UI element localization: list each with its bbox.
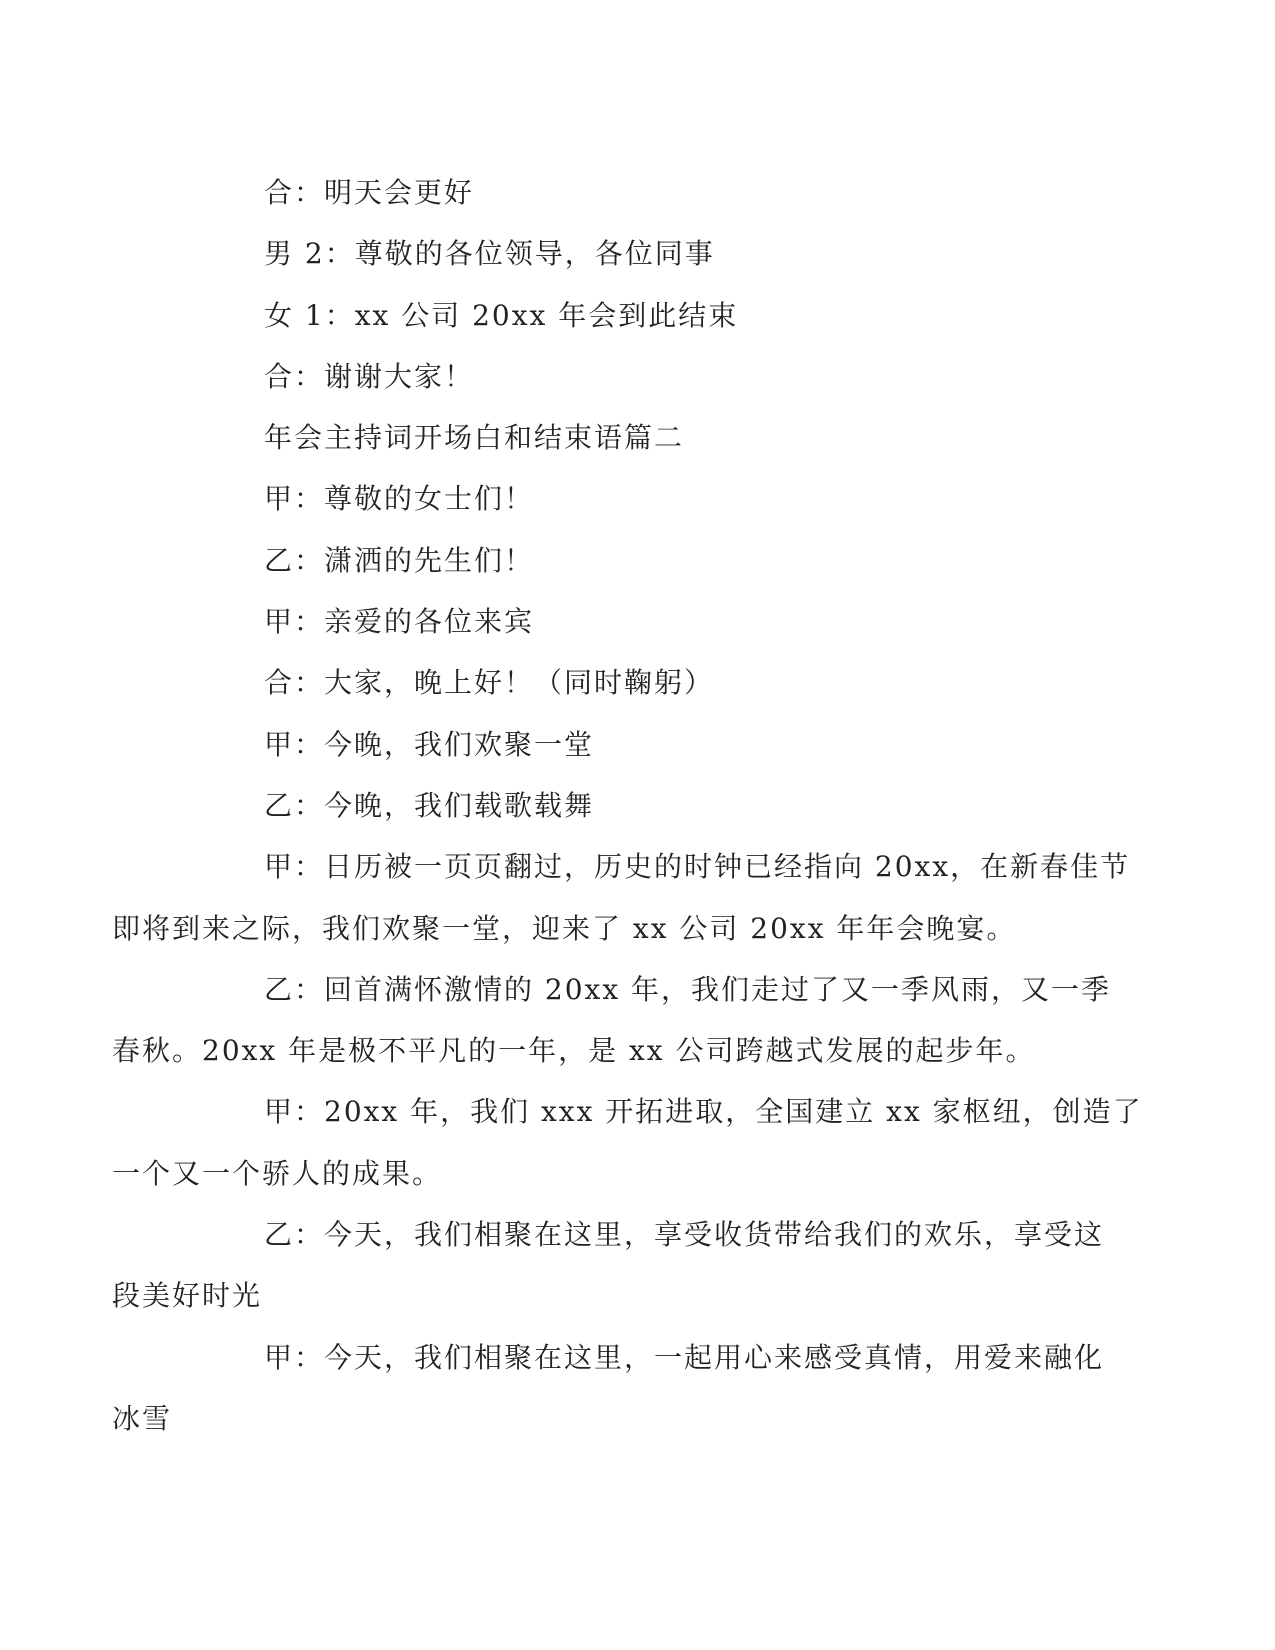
paragraph	[112, 836, 1131, 959]
paragraph	[112, 959, 1112, 1082]
paragraph-line: 一个又一个骄人的成果。	[112, 1156, 443, 1190]
paragraph-line: 甲：20xx 年，我们 xxx 开拓进取，全国建立 xx 家枢纽，创造了	[264, 1095, 1143, 1129]
paragraph	[188, 407, 1078, 468]
paragraph-line: 男 2：尊敬的各位领导，各位同事	[264, 237, 715, 271]
paragraph-line: 甲：日历被一页页翻过，历史的时钟已经指向 20xx，在新春佳节	[264, 850, 1131, 884]
paragraph-line: 乙：今晚，我们载歌载舞	[264, 788, 595, 822]
paragraph	[188, 346, 1078, 407]
paragraph-line: 甲：今晚，我们欢聚一堂	[264, 727, 595, 761]
paragraph-line: 年会主持词开场白和结束语篇二	[264, 421, 685, 455]
paragraph-line: 乙：回首满怀激情的 20xx 年，我们走过了又一季风雨，又一季	[264, 972, 1112, 1006]
paragraph-line: 乙：潇洒的先生们！	[264, 543, 535, 577]
paragraph-line: 合：大家，晚上好！（同时鞠躬）	[264, 666, 715, 700]
paragraph	[112, 1204, 1105, 1327]
paragraph	[188, 162, 1078, 223]
paragraph-line: 合：谢谢大家！	[264, 359, 475, 393]
paragraph	[112, 1081, 1143, 1204]
paragraph-line: 甲：亲爱的各位来宾	[264, 605, 535, 639]
paragraph	[188, 530, 1078, 591]
paragraph	[188, 591, 1078, 652]
paragraph-line: 冰雪	[112, 1401, 173, 1435]
paragraph-line: 甲：今天，我们相聚在这里，一起用心来感受真情，用爱来融化	[264, 1340, 1105, 1374]
paragraph	[188, 652, 1078, 713]
paragraph-line: 春秋。20xx 年是极不平凡的一年，是 xx 公司跨越式发展的起步年。	[112, 1034, 1036, 1068]
paragraph-line: 段美好时光	[112, 1279, 263, 1313]
paragraph	[188, 775, 1078, 836]
paragraph	[188, 285, 1078, 346]
paragraph	[188, 714, 1078, 775]
document-body	[112, 162, 1143, 1449]
paragraph	[112, 1327, 1105, 1450]
paragraph	[188, 468, 1078, 529]
paragraph	[188, 223, 1078, 284]
paragraph-line: 女 1：xx 公司 20xx 年会到此结束	[264, 298, 739, 332]
paragraph-line: 合：明天会更好	[264, 176, 475, 209]
paragraph-line: 甲：尊敬的女士们！	[264, 482, 535, 516]
paragraph-line: 乙：今天，我们相聚在这里，享受收货带给我们的欢乐，享受这	[264, 1218, 1105, 1252]
paragraph-line: 即将到来之际，我们欢聚一堂，迎来了 xx 公司 20xx 年年会晚宴。	[112, 911, 1017, 945]
